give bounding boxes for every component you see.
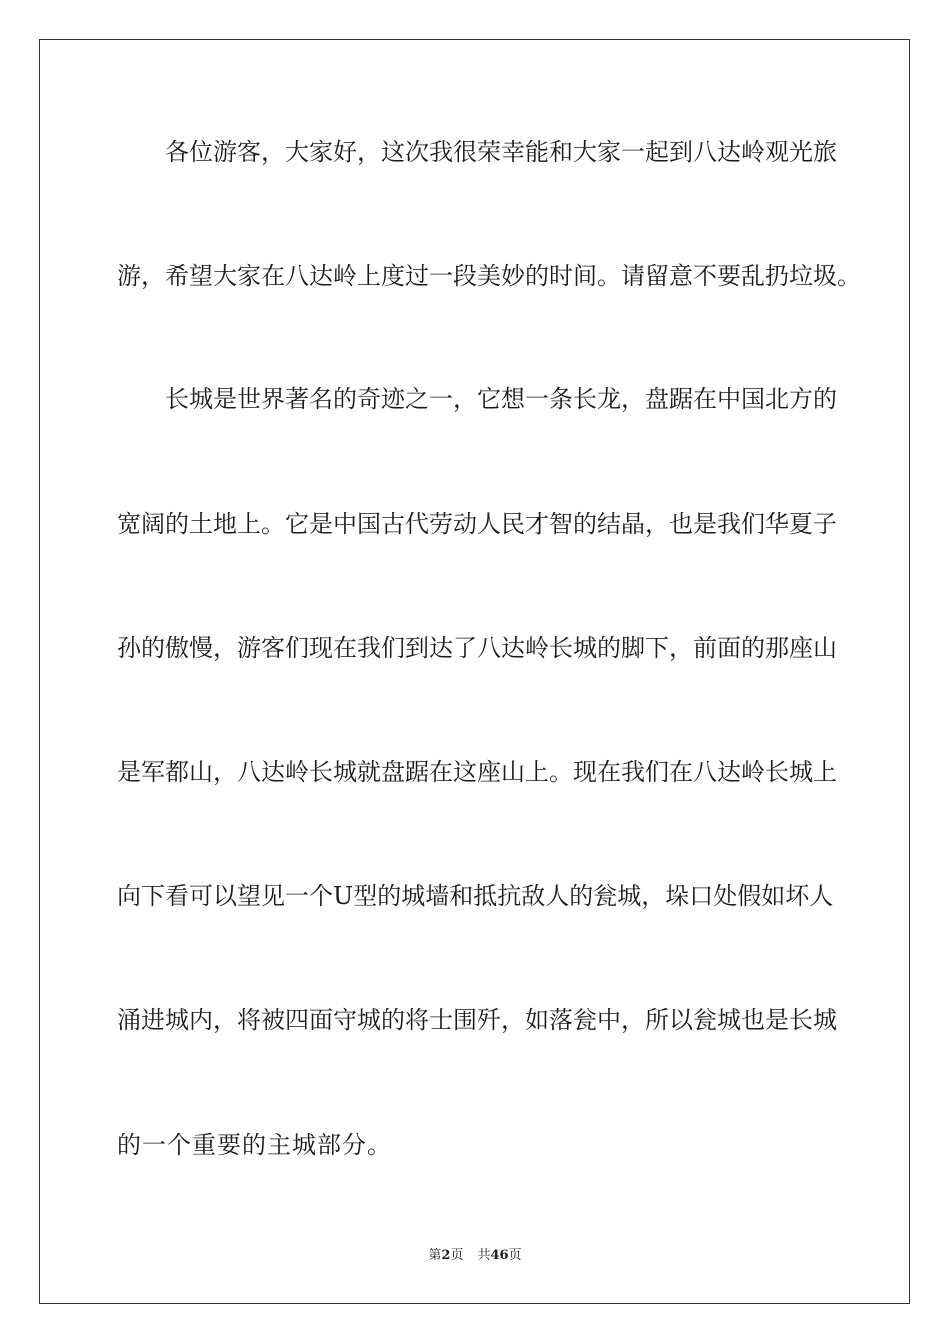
paragraph-2-line-1: 长城是世界著名的奇迹之一，它想一条长龙，盘踞在中国北方的 [165,385,837,413]
page-prefix: 第 [428,1248,442,1263]
total-suffix: 页 [508,1248,522,1263]
page-footer [0,1248,950,1264]
paragraph-1-line-1: 各位游客，大家好，这次我很荣幸能和大家一起到八达岭观光旅 [165,138,837,166]
paragraph-2-line-5: 向下看可以望见一个U型的城墙和抵抗敌人的瓮城，垛口处假如坏人 [117,882,834,910]
paragraph-1-line-2: 游，希望大家在八达岭上度过一段美妙的时间。请留意不要乱扔垃圾。 [117,262,861,290]
page-border [39,39,910,1304]
paragraph-2-line-6: 涌进城内，将被四面守城的将士围歼，如落瓮中，所以瓮城也是长城 [117,1006,837,1034]
paragraph-2-line-7: 的一个重要的主城部分。 [117,1131,392,1159]
total-page-count: 46 [490,1248,509,1263]
paragraph-2-line-4: 是军都山，八达岭长城就盘踞在这座山上。现在我们在八达岭长城上 [117,758,837,786]
current-page-number: 2 [441,1248,451,1263]
paragraph-2-line-2: 宽阔的土地上。它是中国古代劳动人民才智的结晶，也是我们华夏子 [117,510,837,538]
paragraph-2-line-3: 孙的傲慢，游客们现在我们到达了八达岭长城的脚下，前面的那座山 [117,634,837,662]
total-prefix: 共 [477,1248,491,1263]
page-suffix: 页 [450,1248,464,1263]
